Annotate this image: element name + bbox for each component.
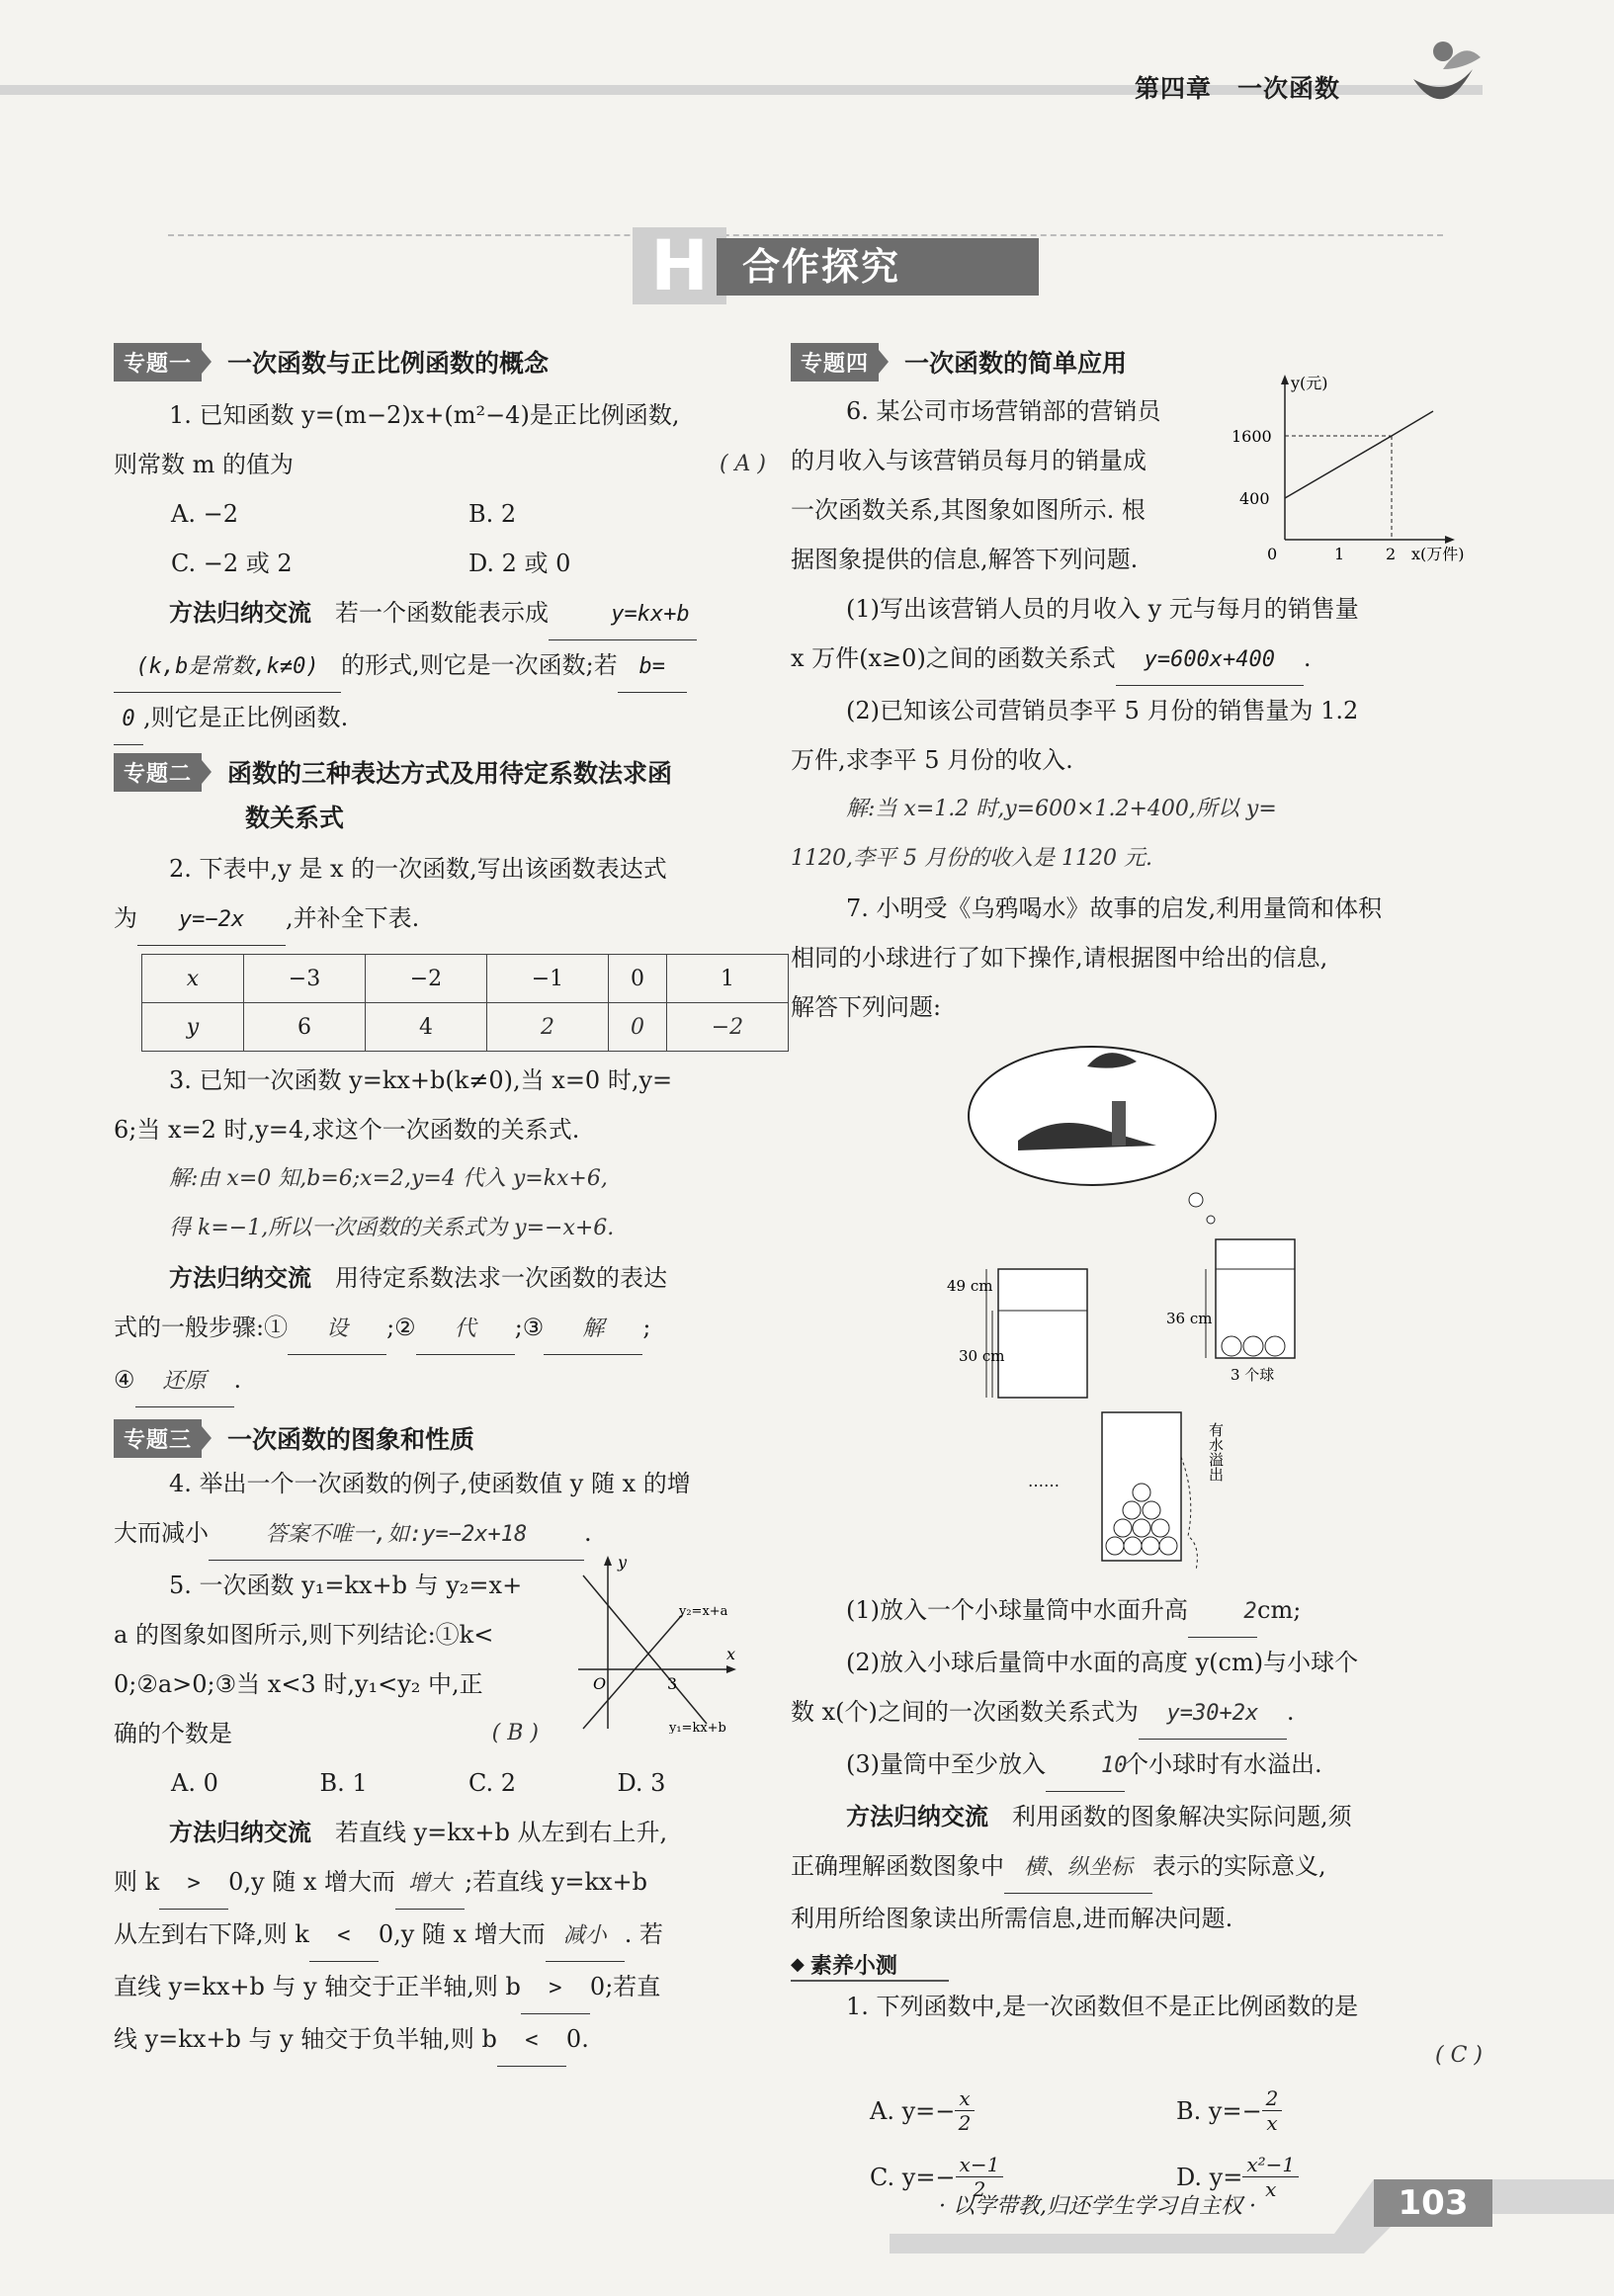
q2-stem-pre: 为	[114, 904, 137, 932]
tick-label: 1	[1334, 545, 1345, 563]
q5-stem: 0;②a>0;③当 x<3 时,y₁<y₂ 中,正	[114, 1670, 483, 1698]
section-title: 合作探究	[717, 238, 1039, 296]
q6-part2: (2)已知该公司营销员李平 5 月份的销售量为 1.2	[846, 697, 1359, 724]
topic-arrow-icon	[202, 760, 212, 784]
q3-stem-b: 6;当 x=2 时,y=4,求这个一次函数的关系式.	[114, 1116, 580, 1144]
option-c: C. −2 或 2	[171, 550, 293, 577]
q6-stem: 据图象提供的信息,解答下列问题.	[791, 546, 1139, 573]
fraction-num: x²−1	[1242, 2153, 1299, 2177]
blank: >	[159, 1859, 228, 1910]
fraction-num: 2	[1262, 2086, 1283, 2111]
footer-slogan: · 以学带教,归还学生学习自主权 ·	[939, 2194, 1256, 2219]
q7-stem: 解答下列问题:	[791, 993, 942, 1021]
blank: <	[309, 1912, 379, 1962]
blank: y=30+2x	[1139, 1689, 1287, 1740]
question-5	[114, 1556, 766, 2067]
blank: 增大	[395, 1859, 465, 1910]
table-cell: 0	[608, 1003, 666, 1052]
fraction-den: 2	[973, 2177, 986, 2201]
q5-options	[114, 1758, 766, 1808]
table-cell: −2	[365, 955, 486, 1003]
axis-label: x	[726, 1645, 736, 1663]
chapter-title: 第四章 一次函数	[1135, 74, 1341, 103]
q5-stem: a 的图象如图所示,则下列结论:①k<	[114, 1621, 494, 1649]
method-text: 式的一般步骤:①	[114, 1314, 289, 1341]
blank: 解	[544, 1305, 642, 1355]
q6-graph	[1226, 367, 1483, 564]
option-a: A. −2	[171, 500, 238, 528]
bottle-icon	[1112, 1101, 1126, 1146]
q2-stem-post: ,并补全下表.	[286, 904, 420, 932]
method-text: 则 k	[114, 1868, 160, 1896]
sep: ;	[642, 1314, 651, 1341]
method-text: 线 y=kx+b 与 y 轴交于负半轴,则 b	[114, 2025, 497, 2053]
suyang-stem: 1. 下列函数中,是一次函数但不是正比例函数的是	[846, 1993, 1359, 2020]
sep: .	[584, 1519, 592, 1547]
tick-label: 400	[1239, 489, 1270, 508]
axis-label: x(万件)	[1411, 545, 1465, 563]
q7-stem: 7. 小明受《乌鸦喝水》故事的启发,利用量筒和体积	[846, 894, 1383, 922]
table-cell: 1	[666, 955, 788, 1003]
cylinder-1	[998, 1269, 1087, 1398]
table-cell: 4	[365, 1003, 486, 1052]
table-cell: 2	[486, 1003, 608, 1052]
q7-part1: (1)放入一个小球量筒中水面升高	[846, 1596, 1188, 1624]
q6-stem: 6. 某公司市场营销部的营销员	[846, 397, 1161, 425]
diamond-icon: ◆	[791, 1954, 805, 1975]
balls-label: 3 个球	[1231, 1366, 1275, 1384]
method-text: 若一个函数能表示成	[335, 599, 549, 627]
blank: y=−2x	[137, 895, 286, 946]
suyang-question	[791, 1982, 1483, 2081]
blank: <	[497, 2016, 566, 2067]
blank: 10	[1046, 1742, 1125, 1792]
table-cell: −3	[244, 955, 366, 1003]
fraction-den: x	[1266, 2111, 1278, 2135]
topic-arrow-icon	[202, 1426, 212, 1450]
q1-stem: 1. 已知函数 y=(m−2)x+(m²−4)是正比例函数,	[169, 401, 680, 429]
q6-stem: 一次函数关系,其图象如图所示. 根	[791, 496, 1146, 524]
q6-stem: 的月收入与该营销员每月的销量成	[791, 447, 1147, 474]
fraction-den: x	[1265, 2177, 1277, 2201]
blank: 代	[416, 1305, 515, 1355]
suyang-answer: ( C )	[1435, 2043, 1483, 2068]
method-text: ;若直线 y=kx+b	[465, 1868, 647, 1896]
axis-label: y	[618, 1556, 628, 1572]
method-text: 的形式,则它是一次函数;若	[341, 651, 618, 679]
blank: (k,b是常数,k≠0)	[114, 642, 341, 693]
q4-stem-b: 大而减小	[114, 1519, 209, 1547]
axis-label: y(元)	[1291, 374, 1328, 392]
leaf-logo-icon	[1403, 30, 1483, 119]
method-text: 利用所给图象读出所需信息,进而解决问题.	[791, 1905, 1233, 1932]
sep: ④	[114, 1366, 135, 1394]
method-text: . 若	[624, 1920, 663, 1948]
question-7	[791, 884, 1483, 1943]
sep: ;②	[386, 1314, 416, 1341]
overflow-icon	[1181, 1457, 1197, 1571]
topic-tag: 专题三	[114, 1419, 202, 1458]
blank: 0	[114, 695, 143, 745]
option-prefix: A. y=−	[870, 2096, 956, 2125]
option-b: B. 1	[319, 1769, 368, 1797]
section-letter-block	[633, 227, 726, 304]
q7-part2: (2)放入小球后量筒中水面的高度 y(cm)与小球个	[846, 1649, 1359, 1676]
line-label: y₂=x+a	[679, 1604, 728, 1619]
topic-2-header	[114, 751, 766, 793]
method-text: 从左到右下降,则 k	[114, 1920, 309, 1948]
option-a: A. 0	[171, 1769, 218, 1797]
section-letter: H	[650, 225, 709, 306]
q3-solution: 解:由 x=0 知,b=6;x=2,y=4 代入 y=kx+6,	[169, 1166, 608, 1191]
blank: y=600x+400	[1116, 636, 1304, 686]
blank: 减小	[546, 1912, 625, 1962]
method-text: 0,y 随 x 增大而	[378, 1920, 546, 1948]
table-cell: 0	[608, 955, 666, 1003]
q7-part1: cm;	[1257, 1596, 1302, 1624]
height-label: 49 cm	[947, 1277, 993, 1295]
tick-label: 3	[667, 1674, 678, 1693]
origin-label: O	[593, 1674, 607, 1693]
footer-band	[0, 2174, 1614, 2253]
topic-1-header	[114, 341, 766, 383]
question-3	[114, 1056, 766, 1407]
method-text: 0,y 随 x 增大而	[228, 1868, 396, 1896]
q5-stem: 确的个数是	[114, 1720, 232, 1747]
option-a	[870, 2086, 1176, 2135]
table-cell: 6	[244, 1003, 366, 1052]
question-1	[114, 390, 766, 745]
q3-solution: 得 k=−1,所以一次函数的关系式为 y=−x+6.	[169, 1216, 615, 1240]
table-row	[142, 955, 789, 1003]
blank: 横、纵坐标	[1004, 1843, 1152, 1894]
q7-part3: 个小球时有水溢出.	[1125, 1750, 1322, 1778]
left-column	[114, 341, 766, 2067]
thought-cloud	[969, 1047, 1216, 1185]
sep: .	[233, 1366, 242, 1394]
q6-solution: 解:当 x=1.2 时,y=600×1.2+400,所以 y=	[846, 797, 1277, 821]
topic-tag: 专题一	[114, 343, 202, 382]
origin-label: 0	[1267, 545, 1278, 563]
suyang-title: 素养小测	[809, 1954, 897, 1979]
topic-title: 一次函数的简单应用	[904, 349, 1128, 378]
line-label: y₁=kx+b	[669, 1721, 726, 1734]
topic-title: 一次函数的图象和性质	[227, 1425, 475, 1454]
option-b	[1176, 2086, 1483, 2135]
method-label: 方法归纳交流	[169, 599, 311, 627]
method-text: 0;若直	[589, 1973, 661, 2000]
table-cell: x	[142, 955, 244, 1003]
tick-label: 1600	[1232, 427, 1272, 446]
blank: >	[521, 1964, 590, 2014]
q5-stem: 5. 一次函数 y₁=kx+b 与 y₂=x+	[169, 1572, 523, 1599]
page-number: 103	[1374, 2179, 1492, 2227]
option-b: B. 2	[468, 500, 517, 528]
table-cell: −2	[666, 1003, 788, 1052]
section-bar	[998, 238, 1006, 296]
q6-part1: (1)写出该营销人员的月收入 y 元与每月的销售量	[846, 595, 1359, 623]
question-4	[114, 1459, 766, 1561]
sep: .	[1303, 644, 1312, 672]
topic-title: 一次函数与正比例函数的概念	[227, 349, 550, 378]
right-column	[791, 341, 1483, 2201]
blank: 还原	[135, 1357, 234, 1407]
q7-figure	[929, 1032, 1324, 1585]
option-prefix: B. y=−	[1176, 2096, 1262, 2125]
method-label: 方法归纳交流	[846, 1803, 988, 1830]
q1-stem-b: 则常数 m 的值为	[114, 451, 295, 478]
question-2	[114, 844, 766, 946]
fraction-den: 2	[958, 2111, 972, 2135]
topic-arrow-icon	[879, 350, 889, 374]
option-d: D. 3	[617, 1769, 666, 1797]
q2-stem: 2. 下表中,y 是 x 的一次函数,写出该函数表达式	[169, 855, 667, 883]
q1-options	[114, 489, 766, 588]
blank: 设	[288, 1305, 386, 1355]
topic-tag: 专题二	[114, 753, 202, 792]
blank: y=kx+b	[549, 590, 697, 640]
method-text: 用待定系数法求一次函数的表达	[335, 1264, 667, 1292]
page-header	[0, 0, 1614, 128]
q6-part1: x 万件(x≥0)之间的函数关系式	[791, 644, 1116, 672]
option-prefix: C. y=−	[870, 2163, 956, 2191]
method-text: 若直线 y=kx+b 从左到右上升,	[335, 1819, 668, 1846]
q5-graph	[578, 1556, 736, 1734]
method-text: 利用函数的图象解决实际问题,须	[1012, 1803, 1352, 1830]
method-text: 表示的实际意义,	[1152, 1852, 1326, 1880]
fraction-num: x−1	[956, 2153, 1004, 2177]
method-text: 0.	[565, 2025, 589, 2053]
topic-3-header	[114, 1417, 766, 1459]
sep: ;③	[514, 1314, 545, 1341]
method-text: ,则它是正比例函数.	[143, 704, 349, 731]
topic-arrow-icon	[202, 350, 212, 374]
topic-title-cont: 数关系式	[245, 804, 345, 832]
method-text: 正确理解函数图象中	[791, 1852, 1004, 1880]
option-d: D. 2 或 0	[468, 550, 571, 577]
topic-tag: 专题四	[791, 343, 879, 382]
height-label: 36 cm	[1166, 1310, 1213, 1327]
q4-stem: 4. 举出一个一次函数的例子,使函数值 y 随 x 的增	[169, 1470, 691, 1497]
blank: b=	[618, 642, 687, 693]
question-6	[791, 374, 1483, 884]
q7-part2: 数 x(个)之间的一次函数关系式为	[791, 1698, 1139, 1726]
blank: 答案不唯一,如:y=−2x+18	[209, 1510, 584, 1561]
q7-stem: 相同的小球进行了如下操作,请根据图中给出的信息,	[791, 944, 1328, 972]
tick-label: 2	[1386, 545, 1397, 563]
blank: 2	[1188, 1587, 1257, 1638]
table-cell: y	[142, 1003, 244, 1052]
sep: .	[1286, 1698, 1295, 1726]
fraction-num: x	[955, 2086, 974, 2111]
method-label: 方法归纳交流	[169, 1819, 311, 1846]
table-cell: −1	[486, 955, 608, 1003]
q2-table	[141, 954, 789, 1052]
ellipsis: ……	[1028, 1472, 1060, 1490]
overflow-label: 有水溢出	[1207, 1422, 1225, 1482]
method-label: 方法归纳交流	[169, 1264, 311, 1292]
q6-solution: 1120,李平 5 月份的收入是 1120 元.	[791, 846, 1152, 871]
q6-part2: 万件,求李平 5 月份的收入.	[791, 746, 1073, 774]
height-label: 30 cm	[959, 1347, 1005, 1365]
q3-stem: 3. 已知一次函数 y=kx+b(k≠0),当 x=0 时,y=	[169, 1066, 673, 1094]
topic-title: 函数的三种表达方式及用待定系数法求函	[227, 759, 673, 788]
q7-part3: (3)量筒中至少放入	[846, 1750, 1046, 1778]
suyang-header	[791, 1949, 949, 1982]
option-prefix: D. y=	[1176, 2163, 1243, 2191]
option-c: C. 2	[468, 1769, 517, 1797]
q5-answer: ( B )	[491, 1721, 539, 1745]
table-row	[142, 1003, 789, 1052]
q1-answer: ( A )	[719, 452, 766, 476]
method-text: 直线 y=kx+b 与 y 轴交于正半轴,则 b	[114, 1973, 521, 2000]
